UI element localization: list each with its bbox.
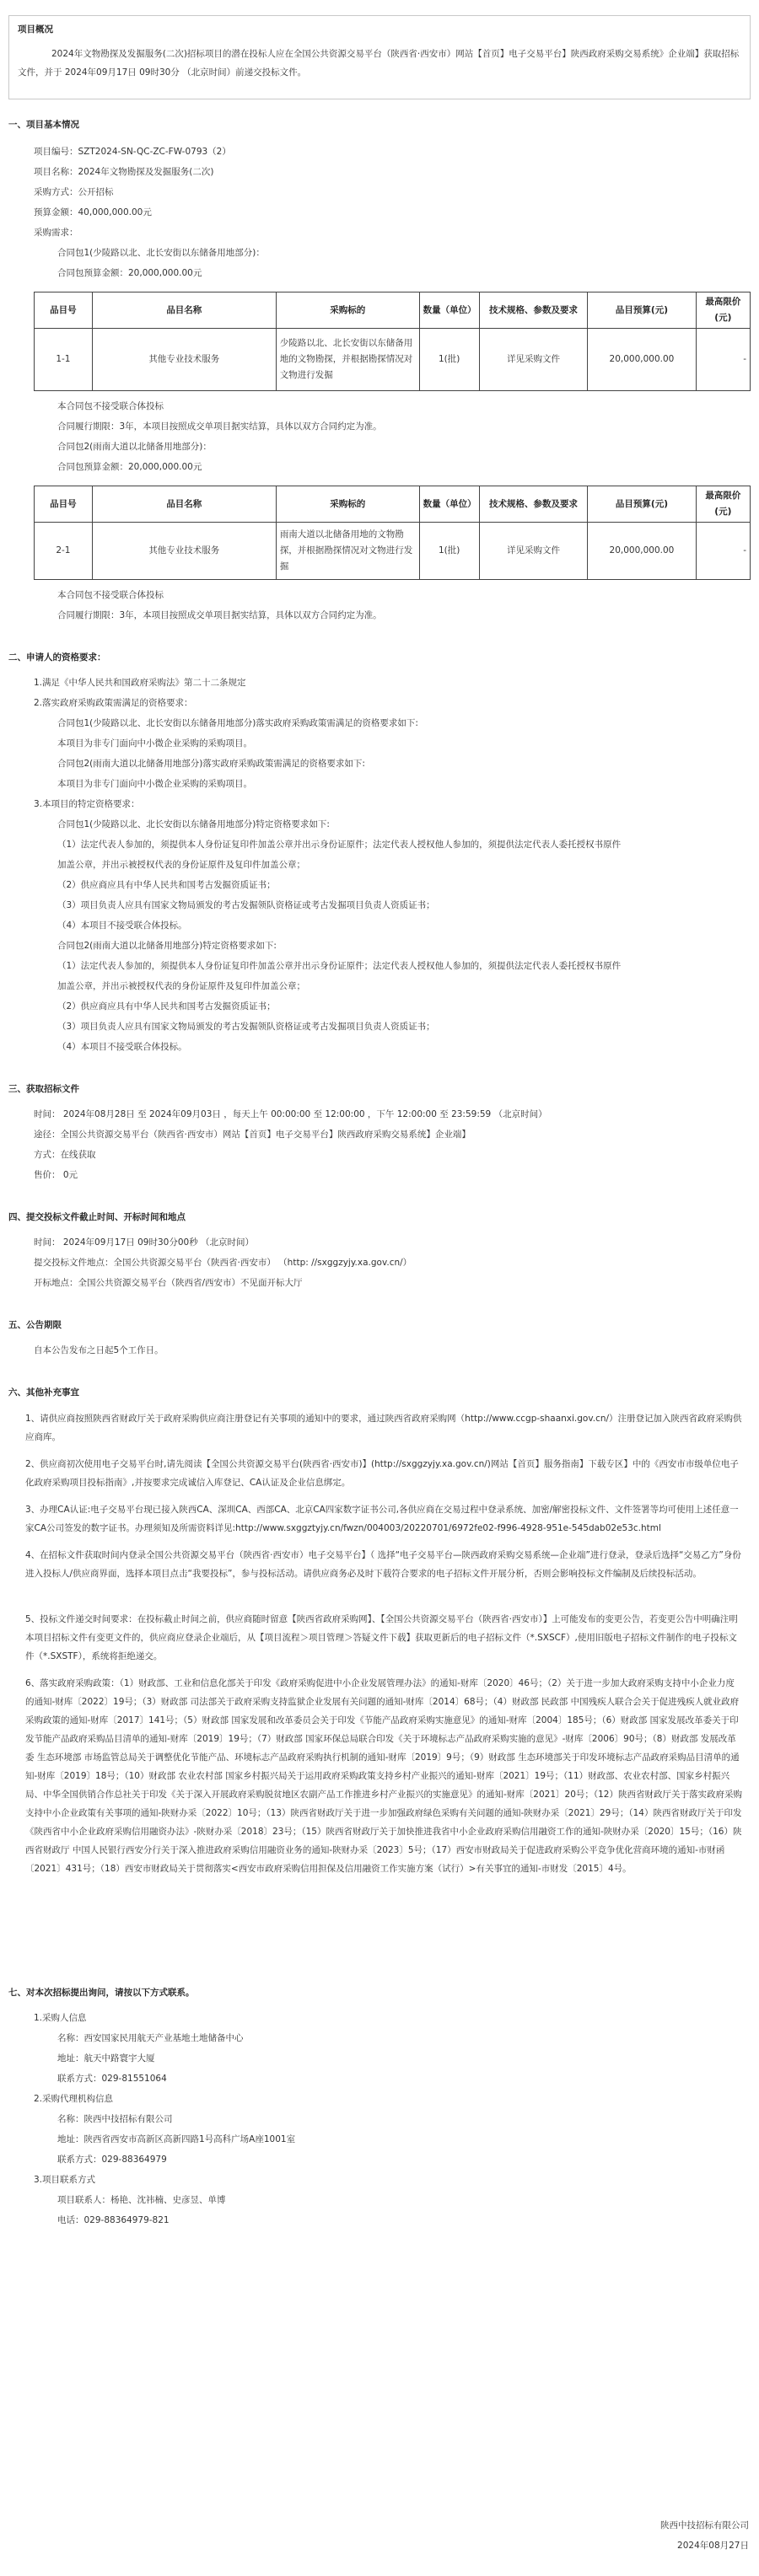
cell-spec: 详见采购文件	[479, 329, 587, 391]
purchaser-address: 地址：航天中路寰宇大厦	[57, 2053, 155, 2063]
agency-heading: 2.采购代理机构信息	[34, 2094, 114, 2104]
qualification-line: 本项目为非专门面向中小微企业采购的采购项目。	[57, 738, 252, 749]
budget-amount: 预算金额：40,000,000.00元	[34, 207, 152, 217]
overview-text: 2024年文物勘探及发掘服务(二次)招标项目的潜在投标人应在全国公共资源交易平台（陕西省·西安市）网站【首页】电子交易平台】陕西政府采购交易系统》企业端】获取招标文件，并于 2024年09月17日 09时30分 （北京时间）前递交投标文件。	[18, 49, 740, 78]
package-1-note-consortium: 本合同包不接受联合体投标	[57, 401, 164, 411]
header-target: 采购标的	[276, 292, 419, 329]
qualification-line: 3.本项目的特定资格要求：	[34, 799, 140, 809]
cell-budget: 20,000,000.00	[588, 329, 696, 391]
qualification-line: 合同包2(雨南大道以北储备用地部分)特定资格要求如下:	[57, 941, 277, 951]
project-code: 项目编号：SZT2024-SN-QC-ZC-FW-0793（2）	[34, 147, 231, 157]
package-1-budget: 合同包预算金额：20,000,000.00元	[57, 268, 202, 278]
supplement-paragraph: 2、供应商初次使用电子交易平台时,请先阅读【全国公共资源交易平台(陕西省·西安市)】(http://sxggzyjy.xa.gov.cn/)网站【首页】服务指南】下载专区】中的《西安市市级单位电子化政府采购项目投标指南》,并按要求完成诚信入库登记、CA认证及企业信息绑定。	[25, 1459, 739, 1488]
cell-item-name: 其他专业技术服务	[92, 523, 276, 580]
obtain-time: 时间： 2024年08月28日 至 2024年09月03日 ，每天上午 00:00:00 至 12:00:00 ，下午 12:00:00 至 23:59:59 （北京时间）	[34, 1109, 547, 1119]
qualification-line: 合同包1(少陵路以北、北长安街以东储备用地部分)落实政府采购政策需满足的资格要求如下:	[57, 718, 418, 728]
header-item-name: 品目名称	[92, 486, 276, 523]
package-2-budget: 合同包预算金额：20,000,000.00元	[57, 462, 202, 472]
notice-period: 自本公告发布之日起5个工作日。	[34, 1345, 164, 1355]
project-phone: 电话：029-88364979-821	[57, 2215, 170, 2225]
header-quantity: 数量（单位）	[419, 292, 479, 329]
qualification-line: （3）项目负责人应具有国家文物局颁发的考古发掘领队资格证或考古发掘项目负责人资质证书；	[57, 1022, 435, 1032]
qualification-line: （2）供应商应具有中华人民共和国考古发掘资质证书；	[57, 1001, 276, 1012]
header-spec: 技术规格、参数及要求	[479, 292, 587, 329]
cell-item-no: 1-1	[35, 329, 93, 391]
cell-budget: 20,000,000.00	[588, 523, 696, 580]
purchaser-name: 名称：西安国家民用航天产业基地土地储备中心	[57, 2033, 244, 2043]
supplement-paragraph: 3、办理CA认证:电子交易平台现已接入陕西CA、深圳CA、西部CA、北京CA四家数字证书公司,各供应商在交易过程中登录系统、加密/解密投标文件、文件签署等均可使用上述任意一家CA公司签发的数字证书。办理须知及所需资料详见:http://www.sxggztyjy.cn/fwzn/004003/20220701/6972fe02-f996-4928-951e-545dab02e53c.html	[25, 1505, 739, 1533]
obtain-channel: 途径：全国公共资源交易平台（陕西省·西安市）网站【首页】电子交易平台】陕西政府采购交易系统】企业端】	[34, 1130, 471, 1140]
qualification-line: （4）本项目不接受联合体投标。	[57, 1042, 187, 1052]
obtain-price: 售价： 0元	[34, 1170, 78, 1180]
section-6-title: 六、其他补充事宜	[8, 1387, 79, 1398]
project-contact-heading: 3.项目联系方式	[34, 2175, 96, 2185]
section-2-title: 二、申请人的资格要求：	[8, 652, 106, 663]
package-1-note-term: 合同履行期限：3年，本项目按照成交单项目据实结算，具体以双方合同约定为准。	[57, 421, 382, 432]
supplement-paragraph: 1、请供应商按照陕西省财政厅关于政府采购供应商注册登记有关事项的通知中的要求，通过陕西省政府采购网（http://www.ccgp-shaanxi.gov.cn/）注册登记加入陕西省政府采购供应商库。	[25, 1414, 742, 1442]
cell-quantity: 1(批)	[419, 523, 479, 580]
overview-title: 项目概况	[18, 24, 53, 35]
table-header-row	[35, 292, 751, 329]
header-item-no: 品目号	[35, 486, 93, 523]
agency-phone: 联系方式：029-88364979	[57, 2155, 167, 2165]
package-1-table	[34, 292, 751, 391]
qualification-line: 1.满足《中华人民共和国政府采购法》第二十二条规定	[34, 678, 246, 688]
cell-quantity: 1(批)	[419, 329, 479, 391]
cell-target: 雨南大道以北储备用地的文物勘探，并根据勘探情况对文物进行发掘	[276, 523, 419, 580]
cell-spec: 详见采购文件	[479, 523, 587, 580]
purchase-requirements-label: 采购需求：	[34, 228, 78, 238]
header-item-name: 品目名称	[92, 292, 276, 329]
header-item-no: 品目号	[35, 292, 93, 329]
cell-item-no: 2-1	[35, 523, 93, 580]
obtain-method: 方式：在线获取	[34, 1150, 96, 1160]
package-1-name: 合同包1(少陵路以北、北长安街以东储备用地部分)：	[57, 248, 265, 258]
qualification-line: 加盖公章，并出示被授权代表的身份证原件及复印件加盖公章；	[57, 981, 305, 991]
cell-item-name: 其他专业技术服务	[92, 329, 276, 391]
purchaser-phone: 联系方式：029-81551064	[57, 2074, 167, 2084]
submission-place: 提交投标文件地点：全国公共资源交易平台（陕西省·西安市） （http: //sxggzyjy.xa.gov.cn/）	[34, 1258, 412, 1268]
section-4-title: 四、提交投标文件截止时间、开标时间和地点	[8, 1212, 186, 1222]
opening-place: 开标地点：全国公共资源交易平台（陕西省/西安市）不见面开标大厅	[34, 1278, 303, 1288]
table-row	[35, 329, 751, 391]
header-budget: 品目预算(元)	[588, 486, 696, 523]
table-header-row	[35, 486, 751, 523]
qualification-line: 合同包1(少陵路以北、北长安街以东储备用地部分)特定资格要求如下:	[57, 819, 330, 829]
project-name: 项目名称：2024年文物勘探及发掘服务(二次)	[34, 167, 214, 177]
supplement-paragraph: 4、在招标文件获取时间内登录全国公共资源交易平台（陕西省·西安市）电子交易平台】（ 选择“电子交易平台—陕西政府采购交易系统—企业端”进行登录，登录后选择“交易乙方”身份进入投标人/供应商界面，选择本项目点击“我要投标”，参与投标活动。请供应商务必及时下载符合要求的电子招标文件开展分析，否则会影响投标文件编制及后续投标活动。	[25, 1550, 741, 1579]
agency-name: 名称：陕西中技招标有限公司	[57, 2114, 173, 2124]
section-7-title: 七、对本次招标提出询问，请按以下方式联系。	[8, 1988, 195, 1998]
table-row	[35, 523, 751, 580]
supplement-paragraph: 5、投标文件递交时间要求：在投标截止时间之前，供应商随时留意【陕西省政府采购网】、【全国公共资源交易平台（陕西省·西安市）】上可能发布的变更公告，若变更公告中明确注明本项目招标文件有变更文件的，供应商应登录企业端后，从【项目流程＞项目管理＞答疑文件下载】获取更新后的电子招标文件（*.SXSCF）,使用旧版电子招标文件制作的电子投标文件（*.SXSTF），系统将拒绝递交。	[25, 1614, 738, 1661]
qualification-line: 合同包2(雨南大道以北储备用地部分)落实政府采购政策需满足的资格要求如下:	[57, 759, 365, 769]
purchase-method: 采购方式：公开招标	[34, 187, 114, 197]
qualification-line: 2.落实政府采购政策需满足的资格要求：	[34, 698, 193, 708]
supplement-paragraph: 6、落实政府采购政策：（1）财政部、工业和信息化部关于印发《政府采购促进中小企业发展管理办法》的通知-财库〔2020〕46号；（2）关于进一步加大政府采购支持中小企业力度的通知-财库〔2022〕19号；（3）财政部 司法部关于政府采购支持监狱企业发展有关问题的通知-财库〔2014〕68号；（4）财政部 民政部 中国残疾人联合会关于促进残疾人就业政府采购政策的通知-财库〔2017〕141号；（5）财政部 国家发展和改革委员会关于印发《节能产品政府采购实施意见》的通知-财库〔2004〕185号；（6）财政部 国家发展改革委关于印发节能产品政府采购品目清单的通知-财库〔2019〕19号；（7）财政部 国家环保总局联合印发《关于环境标志产品政府采购实施的意见》-财库〔2006〕90号；（8）财政部 发展改革委 生态环境部 市场监管总局关于调整优化节能产品、环境标志产品政府采购执行机制的通知-财库〔2019〕9号；（9）财政部 生态环境部关于印发环境标志产品政府采购品目清单的通知-财库〔2019〕18号；（10）财政部 农业农村部 国家乡村振兴局关于运用政府采购政策支持乡村产业振兴的通知-财库〔2021〕19号；（11）财政部、农业农村部、国家乡村振兴局、中华全国供销合作总社关于印发《关于深入开展政府采购脱贫地区农副产品工作推进乡村产业振兴的实施意见》的通知-财库〔2021〕20号；（12）陕西省财政厅关于落实政府采购支持中小企业政策有关事项的通知-陕财办采〔2022〕10号；（13）陕西省财政厅关于进一步加强政府绿色采购有关问题的通知-陕财办采〔2021〕29号；（14）陕西省财政厅关于印发《陕西省中小企业政府采购信用融资办法》-陕财办采〔2018〕23号；（15）陕西省财政厅关于加快推进我省中小企业政府采购信用融资工作的通知-陕财办采〔2020〕15号；（16）陕西省财政厅 中国人民银行西安分行关于深入推进政府采购信用融资业务的通知-陕财办采〔2023〕5号；（17）西安市财政局关于促进政府采购公平竞争优化营商环境的通知-市财函〔2021〕431号；（18）西安市财政局关于贯彻落实<西安市政府采购信用担保及信用融资工作实施方案（试行）>有关事宜的通知-市财发〔2015〕4号。	[25, 1678, 742, 1874]
qualification-line: 加盖公章，并出示被授权代表的身份证原件及复印件加盖公章；	[57, 860, 305, 870]
cell-max-price: -	[696, 523, 750, 580]
deadline-time: 时间： 2024年09月17日 09时30分00秒 （北京时间）	[34, 1237, 255, 1248]
header-quantity: 数量（单位）	[419, 486, 479, 523]
header-spec: 技术规格、参数及要求	[479, 486, 587, 523]
qualification-line: （2）供应商应具有中华人民共和国考古发掘资质证书；	[57, 880, 276, 890]
qualification-line: （3）项目负责人应具有国家文物局颁发的考古发掘领队资格证或考古发掘项目负责人资质证书；	[57, 900, 435, 910]
section-1-title: 一、项目基本情况	[8, 120, 79, 130]
project-contacts: 项目联系人：杨艳、沈祎楠、史彦昱、单博	[57, 2195, 226, 2205]
qualification-line: （4）本项目不接受联合体投标。	[57, 920, 187, 931]
qualification-line: 本项目为非专门面向中小微企业采购的采购项目。	[57, 779, 252, 789]
cell-max-price: -	[696, 329, 750, 391]
purchaser-heading: 1.采购人信息	[34, 2013, 87, 2023]
header-max-price: 最高限价(元)	[696, 486, 750, 523]
qualification-line: （1）法定代表人参加的，须提供本人身份证复印件加盖公章并出示身份证原件；法定代表人授权他人参加的，须提供法定代表人委托授权书原件	[57, 961, 622, 971]
footer-company: 陕西中技招标有限公司	[660, 2520, 749, 2530]
qualification-line: （1）法定代表人参加的，须提供本人身份证复印件加盖公章并出示身份证原件；法定代表人授权他人参加的，须提供法定代表人委托授权书原件	[57, 840, 622, 850]
footer-date: 2024年08月27日	[677, 2541, 749, 2551]
package-2-note-term: 合同履行期限：3年，本项目按照成交单项目据实结算，具体以双方合同约定为准。	[57, 610, 382, 620]
agency-address: 地址：陕西省西安市高新区高新四路1号高科广场A座1001室	[57, 2134, 296, 2144]
header-max-price: 最高限价(元)	[696, 292, 750, 329]
section-5-title: 五、公告期限	[8, 1320, 62, 1330]
header-target: 采购标的	[276, 486, 419, 523]
package-2-table	[34, 486, 751, 580]
header-budget: 品目预算(元)	[588, 292, 696, 329]
section-3-title: 三、获取招标文件	[8, 1084, 79, 1094]
package-2-name: 合同包2(雨南大道以北储备用地部分)：	[57, 442, 212, 452]
overview-box	[8, 15, 751, 99]
cell-target: 少陵路以北、北长安街以东储备用地的文物勘探，并根据勘探情况对文物进行发掘	[276, 329, 419, 391]
package-2-note-consortium: 本合同包不接受联合体投标	[57, 590, 164, 600]
